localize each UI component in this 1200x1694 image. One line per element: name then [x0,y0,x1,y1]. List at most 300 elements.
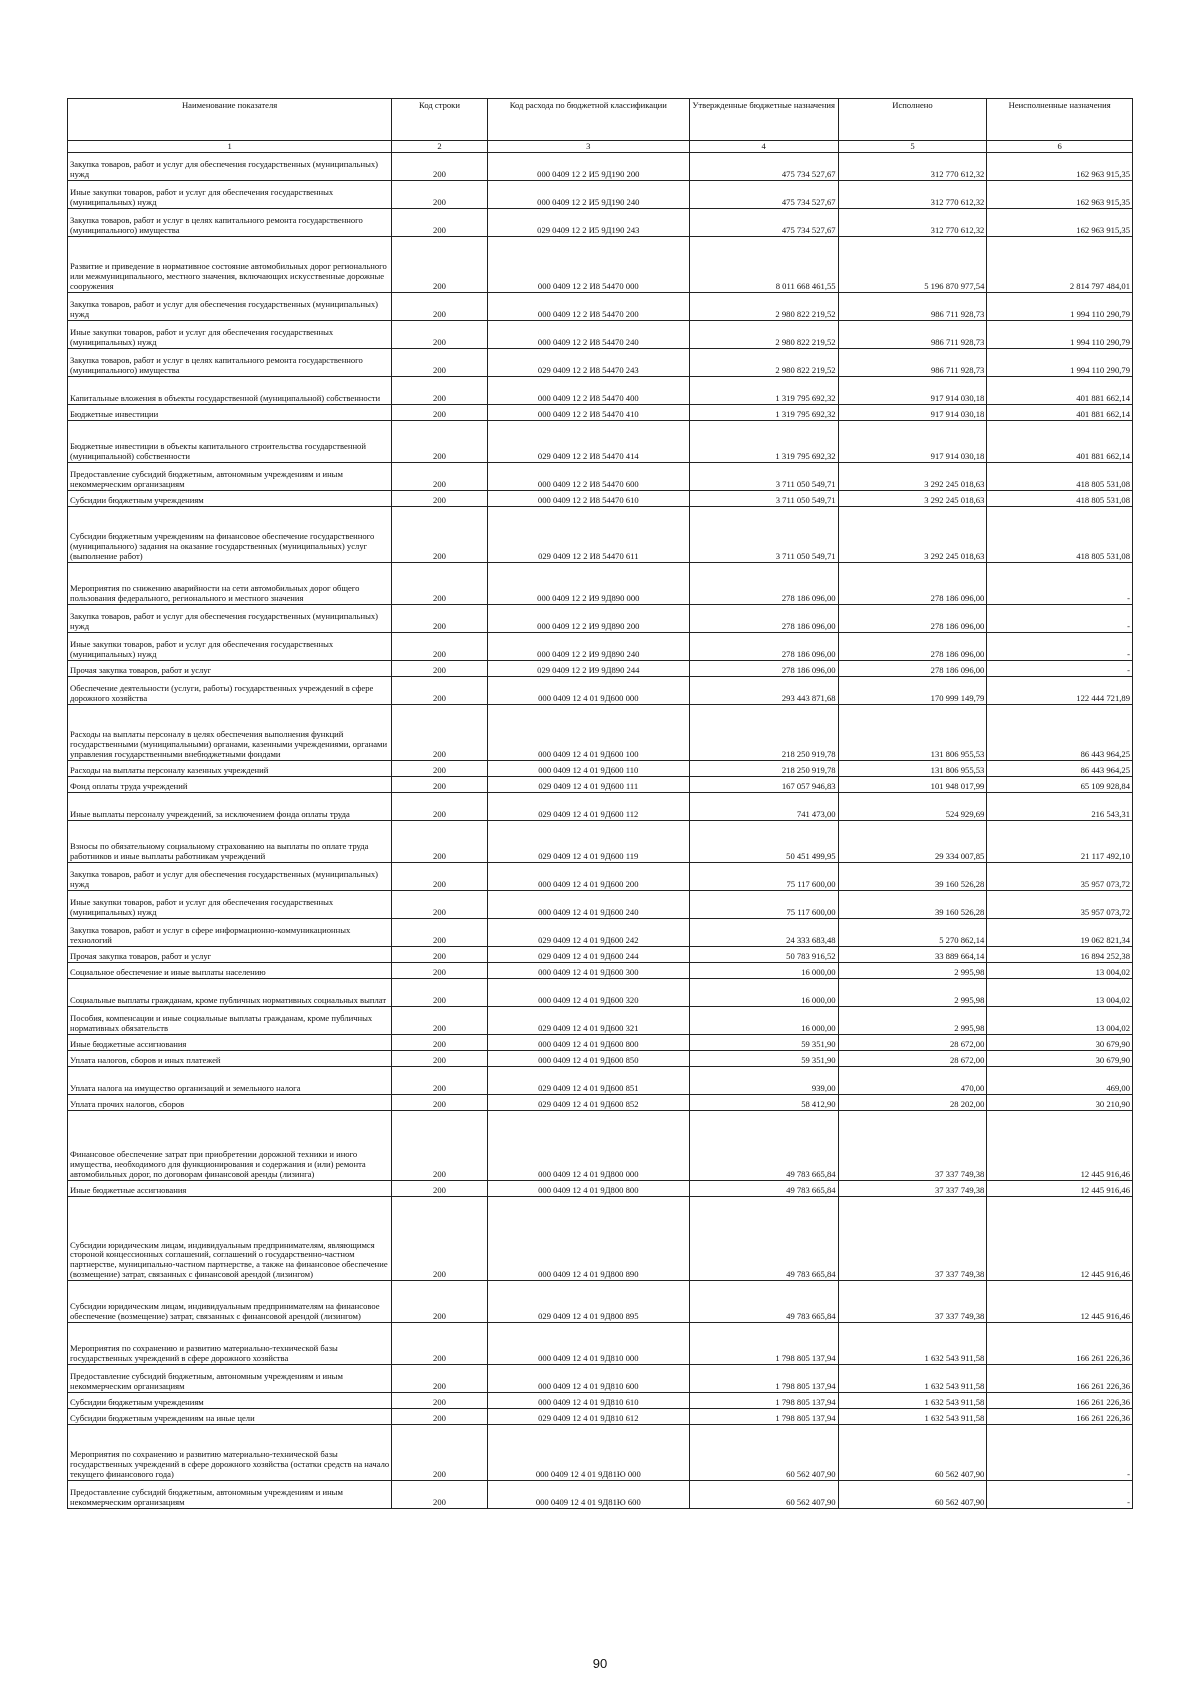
approved-amount-cell: 218 250 919,78 [689,705,838,761]
header-budget-classification-code: Код расхода по бюджетной классификации [487,99,689,141]
approved-amount-cell: 293 443 871,68 [689,677,838,705]
table-row [68,1365,1133,1393]
table-row [68,209,1133,237]
unexecuted-amount-cell: 1 994 110 290,79 [987,349,1133,377]
table-row [68,1007,1133,1035]
indicator-name-cell: Иные закупки товаров, работ и услуг для обеспечения государственных (муниципальных) нужд [68,633,392,661]
column-number: 3 [487,141,689,153]
unexecuted-amount-cell: 30 210,90 [987,1095,1133,1111]
approved-amount-cell: 741 473,00 [689,793,838,821]
approved-amount-cell: 59 351,90 [689,1035,838,1051]
approved-amount-cell: 24 333 683,48 [689,919,838,947]
indicator-name-cell: Иные бюджетные ассигнования [68,1181,392,1197]
line-code-cell: 200 [392,1007,488,1035]
unexecuted-amount-cell: 35 957 073,72 [987,863,1133,891]
table-row [68,605,1133,633]
executed-amount-cell: 5 270 862,14 [838,919,987,947]
classification-code-cell: 000 0409 12 2 И8 54470 000 [487,237,689,293]
approved-amount-cell: 2 980 822 219,52 [689,321,838,349]
line-code-cell: 200 [392,507,488,563]
line-code-cell: 200 [392,491,488,507]
indicator-name-cell: Закупка товаров, работ и услуг в целях капитального ремонта государственного (муниципального) имущества [68,349,392,377]
table-row [68,705,1133,761]
executed-amount-cell: 37 337 749,38 [838,1111,987,1181]
classification-code-cell: 029 0409 12 2 И5 9Д190 243 [487,209,689,237]
unexecuted-amount-cell: 162 963 915,35 [987,153,1133,181]
table-row [68,863,1133,891]
executed-amount-cell: 278 186 096,00 [838,605,987,633]
executed-amount-cell: 1 632 543 911,58 [838,1365,987,1393]
line-code-cell: 200 [392,705,488,761]
executed-amount-cell: 131 806 955,53 [838,705,987,761]
unexecuted-amount-cell: 35 957 073,72 [987,891,1133,919]
approved-amount-cell: 16 000,00 [689,979,838,1007]
unexecuted-amount-cell: - [987,633,1133,661]
executed-amount-cell: 470,00 [838,1067,987,1095]
approved-amount-cell: 60 562 407,90 [689,1481,838,1509]
unexecuted-amount-cell: 418 805 531,08 [987,507,1133,563]
table-row [68,1051,1133,1067]
indicator-name-cell: Предоставление субсидий бюджетным, автономным учреждениям и иным некоммерческим организациям [68,1365,392,1393]
unexecuted-amount-cell: - [987,661,1133,677]
indicator-name-cell: Взносы по обязательному социальному страхованию на выплаты по оплате труда работников и иные выплаты работникам учреждений [68,821,392,863]
indicator-name-cell: Мероприятия по снижению аварийности на сети автомобильных дорог общего пользования федерального, регионального и местного значения [68,563,392,605]
approved-amount-cell: 939,00 [689,1067,838,1095]
line-code-cell: 200 [392,1393,488,1409]
indicator-name-cell: Иные закупки товаров, работ и услуг для обеспечения государственных (муниципальных) нужд [68,321,392,349]
executed-amount-cell: 3 292 245 018,63 [838,491,987,507]
indicator-name-cell: Финансовое обеспечение затрат при приобретении дорожной техники и иного имущества, необходимого для функционирования и содержания и (или) ремонта автомобильных дорог, по договорам финансовой аренды (лизинга) [68,1111,392,1181]
classification-code-cell: 000 0409 12 2 И5 9Д190 240 [487,181,689,209]
unexecuted-amount-cell: 13 004,02 [987,963,1133,979]
executed-amount-cell: 60 562 407,90 [838,1481,987,1509]
indicator-name-cell: Фонд оплаты труда учреждений [68,777,392,793]
line-code-cell: 200 [392,293,488,321]
line-code-cell: 200 [392,891,488,919]
classification-code-cell: 029 0409 12 4 01 9Д810 612 [487,1409,689,1425]
executed-amount-cell: 524 929,69 [838,793,987,821]
indicator-name-cell: Развитие и приведение в нормативное состояние автомобильных дорог регионального или межмуниципального, местного значения, включающих искусственные дорожные сооружения [68,237,392,293]
classification-code-cell: 000 0409 12 2 И9 9Д890 000 [487,563,689,605]
line-code-cell: 200 [392,661,488,677]
line-code-cell: 200 [392,1409,488,1425]
table-row [68,947,1133,963]
table-row [68,1425,1133,1481]
line-code-cell: 200 [392,321,488,349]
line-code-cell: 200 [392,963,488,979]
table-row [68,1197,1133,1281]
line-code-cell: 200 [392,1425,488,1481]
approved-amount-cell: 59 351,90 [689,1051,838,1067]
line-code-cell: 200 [392,463,488,491]
unexecuted-amount-cell: 122 444 721,89 [987,677,1133,705]
column-number-row [68,141,1133,153]
classification-code-cell: 000 0409 12 4 01 9Д81Ю 000 [487,1425,689,1481]
classification-code-cell: 000 0409 12 4 01 9Д600 110 [487,761,689,777]
indicator-name-cell: Прочая закупка товаров, работ и услуг [68,661,392,677]
table-row [68,1067,1133,1095]
unexecuted-amount-cell: 21 117 492,10 [987,821,1133,863]
line-code-cell: 200 [392,919,488,947]
unexecuted-amount-cell: 166 261 226,36 [987,1323,1133,1365]
indicator-name-cell: Иные бюджетные ассигнования [68,1035,392,1051]
page-number: 90 [592,1656,608,1671]
table-row [68,1111,1133,1181]
line-code-cell: 200 [392,153,488,181]
unexecuted-amount-cell: 65 109 928,84 [987,777,1133,793]
unexecuted-amount-cell: 30 679,90 [987,1051,1133,1067]
approved-amount-cell: 1 319 795 692,32 [689,377,838,405]
table-row [68,793,1133,821]
table-row [68,891,1133,919]
approved-amount-cell: 1 798 805 137,94 [689,1365,838,1393]
classification-code-cell: 000 0409 12 4 01 9Д810 610 [487,1393,689,1409]
classification-code-cell: 000 0409 12 4 01 9Д81Ю 600 [487,1481,689,1509]
approved-amount-cell: 167 057 946,83 [689,777,838,793]
unexecuted-amount-cell: 166 261 226,36 [987,1393,1133,1409]
approved-amount-cell: 2 980 822 219,52 [689,293,838,321]
approved-amount-cell: 475 734 527,67 [689,153,838,181]
unexecuted-amount-cell: 13 004,02 [987,979,1133,1007]
unexecuted-amount-cell: 12 445 916,46 [987,1181,1133,1197]
executed-amount-cell: 917 914 030,18 [838,377,987,405]
classification-code-cell: 000 0409 12 4 01 9Д810 000 [487,1323,689,1365]
table-row [68,349,1133,377]
executed-amount-cell: 37 337 749,38 [838,1197,987,1281]
unexecuted-amount-cell: 86 443 964,25 [987,761,1133,777]
line-code-cell: 200 [392,1323,488,1365]
executed-amount-cell: 37 337 749,38 [838,1181,987,1197]
approved-amount-cell: 8 011 668 461,55 [689,237,838,293]
indicator-name-cell: Иные закупки товаров, работ и услуг для обеспечения государственных (муниципальных) нужд [68,181,392,209]
unexecuted-amount-cell: 162 963 915,35 [987,209,1133,237]
classification-code-cell: 000 0409 12 4 01 9Д600 200 [487,863,689,891]
table-body [68,153,1133,1509]
table-row [68,1409,1133,1425]
classification-code-cell: 000 0409 12 2 И8 54470 600 [487,463,689,491]
classification-code-cell: 029 0409 12 2 И8 54470 243 [487,349,689,377]
table-row [68,463,1133,491]
table-row [68,1281,1133,1323]
classification-code-cell: 000 0409 12 4 01 9Д600 300 [487,963,689,979]
classification-code-cell: 029 0409 12 4 01 9Д600 111 [487,777,689,793]
approved-amount-cell: 475 734 527,67 [689,181,838,209]
unexecuted-amount-cell: 401 881 662,14 [987,405,1133,421]
executed-amount-cell: 312 770 612,32 [838,209,987,237]
header-executed: Исполнено [838,99,987,141]
classification-code-cell: 029 0409 12 4 01 9Д600 244 [487,947,689,963]
line-code-cell: 200 [392,405,488,421]
table-row [68,1393,1133,1409]
executed-amount-cell: 2 995,98 [838,963,987,979]
header-unexecuted-appropriations: Неисполненные назначения [987,99,1133,141]
line-code-cell: 200 [392,947,488,963]
executed-amount-cell: 917 914 030,18 [838,405,987,421]
unexecuted-amount-cell: 418 805 531,08 [987,463,1133,491]
indicator-name-cell: Субсидии бюджетным учреждениям на финансовое обеспечение государственного (муниципального) задания на оказание государственных (муниципальных) услуг (выполнение работ) [68,507,392,563]
indicator-name-cell: Иные закупки товаров, работ и услуг для обеспечения государственных (муниципальных) нужд [68,891,392,919]
classification-code-cell: 000 0409 12 4 01 9Д600 000 [487,677,689,705]
table-row [68,677,1133,705]
line-code-cell: 200 [392,563,488,605]
table-row [68,377,1133,405]
column-number: 2 [392,141,488,153]
executed-amount-cell: 131 806 955,53 [838,761,987,777]
indicator-name-cell: Пособия, компенсации и иные социальные выплаты гражданам, кроме публичных нормативных обязательств [68,1007,392,1035]
indicator-name-cell: Закупка товаров, работ и услуг в сфере информационно-коммуникационных технологий [68,919,392,947]
executed-amount-cell: 986 711 928,73 [838,321,987,349]
classification-code-cell: 000 0409 12 4 01 9Д600 100 [487,705,689,761]
indicator-name-cell: Обеспечение деятельности (услуги, работы) государственных учреждений в сфере дорожного хозяйства [68,677,392,705]
line-code-cell: 200 [392,1281,488,1323]
unexecuted-amount-cell: 30 679,90 [987,1035,1133,1051]
classification-code-cell: 000 0409 12 4 01 9Д800 000 [487,1111,689,1181]
unexecuted-amount-cell: 162 963 915,35 [987,181,1133,209]
unexecuted-amount-cell: 418 805 531,08 [987,491,1133,507]
classification-code-cell: 029 0409 12 4 01 9Д600 242 [487,919,689,947]
classification-code-cell: 000 0409 12 4 01 9Д600 320 [487,979,689,1007]
indicator-name-cell: Иные выплаты персоналу учреждений, за исключением фонда оплаты труда [68,793,392,821]
indicator-name-cell: Субсидии бюджетным учреждениям [68,491,392,507]
executed-amount-cell: 986 711 928,73 [838,293,987,321]
indicator-name-cell: Закупка товаров, работ и услуг для обеспечения государственных (муниципальных) нужд [68,153,392,181]
line-code-cell: 200 [392,761,488,777]
line-code-cell: 200 [392,1035,488,1051]
indicator-name-cell: Прочая закупка товаров, работ и услуг [68,947,392,963]
executed-amount-cell: 3 292 245 018,63 [838,507,987,563]
approved-amount-cell: 1 319 795 692,32 [689,421,838,463]
unexecuted-amount-cell: 1 994 110 290,79 [987,293,1133,321]
executed-amount-cell: 60 562 407,90 [838,1425,987,1481]
approved-amount-cell: 3 711 050 549,71 [689,463,838,491]
indicator-name-cell: Уплата прочих налогов, сборов [68,1095,392,1111]
indicator-name-cell: Закупка товаров, работ и услуг для обеспечения государственных (муниципальных) нужд [68,863,392,891]
header-line-code: Код строки [392,99,488,141]
indicator-name-cell: Расходы на выплаты персоналу казенных учреждений [68,761,392,777]
indicator-name-cell: Уплата налогов, сборов и иных платежей [68,1051,392,1067]
executed-amount-cell: 2 995,98 [838,979,987,1007]
line-code-cell: 200 [392,181,488,209]
table-row [68,821,1133,863]
line-code-cell: 200 [392,377,488,405]
executed-amount-cell: 39 160 526,28 [838,891,987,919]
line-code-cell: 200 [392,421,488,463]
indicator-name-cell: Субсидии юридическим лицам, индивидуальным предпринимателям на финансовое обеспечение (возмещение) затрат, связанных с финансовой арендой (лизингом) [68,1281,392,1323]
classification-code-cell: 000 0409 12 2 И5 9Д190 200 [487,153,689,181]
classification-code-cell: 029 0409 12 4 01 9Д600 321 [487,1007,689,1035]
approved-amount-cell: 475 734 527,67 [689,209,838,237]
executed-amount-cell: 278 186 096,00 [838,661,987,677]
table-row [68,1481,1133,1509]
table-row [68,761,1133,777]
executed-amount-cell: 37 337 749,38 [838,1281,987,1323]
classification-code-cell: 000 0409 12 2 И9 9Д890 240 [487,633,689,661]
approved-amount-cell: 2 980 822 219,52 [689,349,838,377]
unexecuted-amount-cell: - [987,1481,1133,1509]
line-code-cell: 200 [392,237,488,293]
executed-amount-cell: 170 999 149,79 [838,677,987,705]
classification-code-cell: 000 0409 12 2 И9 9Д890 200 [487,605,689,633]
executed-amount-cell: 5 196 870 977,54 [838,237,987,293]
classification-code-cell: 000 0409 12 4 01 9Д600 240 [487,891,689,919]
indicator-name-cell: Бюджетные инвестиции [68,405,392,421]
unexecuted-amount-cell: 469,00 [987,1067,1133,1095]
approved-amount-cell: 278 186 096,00 [689,563,838,605]
unexecuted-amount-cell: - [987,1425,1133,1481]
header-approved-appropriations: Утвержденные бюджетные назначения [689,99,838,141]
classification-code-cell: 000 0409 12 2 И8 54470 410 [487,405,689,421]
indicator-name-cell: Закупка товаров, работ и услуг для обеспечения государственных (муниципальных) нужд [68,605,392,633]
executed-amount-cell: 2 995,98 [838,1007,987,1035]
classification-code-cell: 000 0409 12 4 01 9Д600 850 [487,1051,689,1067]
approved-amount-cell: 49 783 665,84 [689,1181,838,1197]
executed-amount-cell: 33 889 664,14 [838,947,987,963]
approved-amount-cell: 75 117 600,00 [689,891,838,919]
indicator-name-cell: Предоставление субсидий бюджетным, автономным учреждениям и иным некоммерческим организациям [68,1481,392,1509]
approved-amount-cell: 75 117 600,00 [689,863,838,891]
classification-code-cell: 029 0409 12 4 01 9Д600 112 [487,793,689,821]
indicator-name-cell: Субсидии бюджетным учреждениям на иные цели [68,1409,392,1425]
column-number: 5 [838,141,987,153]
unexecuted-amount-cell: 216 543,31 [987,793,1133,821]
column-number: 1 [68,141,392,153]
executed-amount-cell: 101 948 017,99 [838,777,987,793]
classification-code-cell: 029 0409 12 4 01 9Д600 119 [487,821,689,863]
executed-amount-cell: 312 770 612,32 [838,153,987,181]
table-row [68,181,1133,209]
line-code-cell: 200 [392,1111,488,1181]
executed-amount-cell: 39 160 526,28 [838,863,987,891]
executed-amount-cell: 29 334 007,85 [838,821,987,863]
unexecuted-amount-cell: 401 881 662,14 [987,421,1133,463]
executed-amount-cell: 1 632 543 911,58 [838,1409,987,1425]
approved-amount-cell: 1 319 795 692,32 [689,405,838,421]
unexecuted-amount-cell: 12 445 916,46 [987,1197,1133,1281]
unexecuted-amount-cell: 86 443 964,25 [987,705,1133,761]
classification-code-cell: 029 0409 12 4 01 9Д600 852 [487,1095,689,1111]
table-row [68,563,1133,605]
line-code-cell: 200 [392,349,488,377]
indicator-name-cell: Мероприятия по сохранению и развитию материально-технической базы государственных учреждений в сфере дорожного хозяйства (остатки средств на начало текущего финансового года) [68,1425,392,1481]
line-code-cell: 200 [392,605,488,633]
unexecuted-amount-cell: 12 445 916,46 [987,1281,1133,1323]
indicator-name-cell: Закупка товаров, работ и услуг для обеспечения государственных (муниципальных) нужд [68,293,392,321]
unexecuted-amount-cell: 12 445 916,46 [987,1111,1133,1181]
table-row [68,293,1133,321]
executed-amount-cell: 1 632 543 911,58 [838,1323,987,1365]
table-row [68,1095,1133,1111]
unexecuted-amount-cell: 401 881 662,14 [987,377,1133,405]
classification-code-cell: 029 0409 12 4 01 9Д800 895 [487,1281,689,1323]
executed-amount-cell: 312 770 612,32 [838,181,987,209]
indicator-name-cell: Бюджетные инвестиции в объекты капитального строительства государственной (муниципальной) собственности [68,421,392,463]
classification-code-cell: 000 0409 12 2 И8 54470 200 [487,293,689,321]
classification-code-cell: 029 0409 12 2 И8 54470 611 [487,507,689,563]
unexecuted-amount-cell: 166 261 226,36 [987,1365,1133,1393]
table-row [68,237,1133,293]
classification-code-cell: 000 0409 12 4 01 9Д600 800 [487,1035,689,1051]
line-code-cell: 200 [392,821,488,863]
header-indicator-name: Наименование показателя [68,99,392,141]
indicator-name-cell: Субсидии юридическим лицам, индивидуальным предпринимателям, являющимся стороной концессионных соглашений, соглашений о государственно-частном партнерстве, муниципально-частном партнерстве, а также на финансовое обеспечение (возмещение) затрат, связанных с финансовой арендой (лизингом) [68,1197,392,1281]
classification-code-cell: 029 0409 12 2 И8 54470 414 [487,421,689,463]
table-row [68,1181,1133,1197]
approved-amount-cell: 16 000,00 [689,963,838,979]
indicator-name-cell: Мероприятия по сохранению и развитию материально-технической базы государственных учреждений в сфере дорожного хозяйства [68,1323,392,1365]
indicator-name-cell: Закупка товаров, работ и услуг в целях капитального ремонта государственного (муниципального) имущества [68,209,392,237]
approved-amount-cell: 218 250 919,78 [689,761,838,777]
line-code-cell: 200 [392,1365,488,1393]
classification-code-cell: 000 0409 12 4 01 9Д800 800 [487,1181,689,1197]
line-code-cell: 200 [392,1095,488,1111]
executed-amount-cell: 986 711 928,73 [838,349,987,377]
header-row [68,99,1133,141]
unexecuted-amount-cell: 16 894 252,38 [987,947,1133,963]
indicator-name-cell: Уплата налога на имущество организаций и земельного налога [68,1067,392,1095]
executed-amount-cell: 278 186 096,00 [838,633,987,661]
approved-amount-cell: 49 783 665,84 [689,1281,838,1323]
approved-amount-cell: 3 711 050 549,71 [689,507,838,563]
unexecuted-amount-cell: 1 994 110 290,79 [987,321,1133,349]
classification-code-cell: 000 0409 12 4 01 9Д800 890 [487,1197,689,1281]
table-row [68,777,1133,793]
table-row [68,321,1133,349]
unexecuted-amount-cell: 2 814 797 484,01 [987,237,1133,293]
indicator-name-cell: Субсидии бюджетным учреждениям [68,1393,392,1409]
indicator-name-cell: Расходы на выплаты персоналу в целях обеспечения выполнения функций государственными (муниципальными) органами, казенными учреждениями, органами управления государственными внебюджетными фондами [68,705,392,761]
indicator-name-cell: Социальные выплаты гражданам, кроме публичных нормативных социальных выплат [68,979,392,1007]
classification-code-cell: 000 0409 12 2 И8 54470 240 [487,321,689,349]
unexecuted-amount-cell: 166 261 226,36 [987,1409,1133,1425]
table-row [68,491,1133,507]
approved-amount-cell: 1 798 805 137,94 [689,1393,838,1409]
line-code-cell: 200 [392,1051,488,1067]
table-row [68,979,1133,1007]
approved-amount-cell: 16 000,00 [689,1007,838,1035]
column-number: 6 [987,141,1133,153]
indicator-name-cell: Предоставление субсидий бюджетным, автономным учреждениям и иным некоммерческим организациям [68,463,392,491]
table-row [68,963,1133,979]
executed-amount-cell: 28 672,00 [838,1051,987,1067]
indicator-name-cell: Капитальные вложения в объекты государственной (муниципальной) собственности [68,377,392,405]
executed-amount-cell: 917 914 030,18 [838,421,987,463]
classification-code-cell: 000 0409 12 2 И8 54470 610 [487,491,689,507]
approved-amount-cell: 1 798 805 137,94 [689,1409,838,1425]
approved-amount-cell: 1 798 805 137,94 [689,1323,838,1365]
table-row [68,507,1133,563]
indicator-name-cell: Социальное обеспечение и иные выплаты населению [68,963,392,979]
approved-amount-cell: 60 562 407,90 [689,1425,838,1481]
approved-amount-cell: 50 451 499,95 [689,821,838,863]
unexecuted-amount-cell: - [987,563,1133,605]
table-row [68,633,1133,661]
approved-amount-cell: 49 783 665,84 [689,1111,838,1181]
approved-amount-cell: 278 186 096,00 [689,661,838,677]
approved-amount-cell: 58 412,90 [689,1095,838,1111]
table-row [68,153,1133,181]
line-code-cell: 200 [392,677,488,705]
line-code-cell: 200 [392,209,488,237]
unexecuted-amount-cell: 19 062 821,34 [987,919,1133,947]
line-code-cell: 200 [392,979,488,1007]
approved-amount-cell: 278 186 096,00 [689,633,838,661]
line-code-cell: 200 [392,1197,488,1281]
approved-amount-cell: 278 186 096,00 [689,605,838,633]
executed-amount-cell: 278 186 096,00 [838,563,987,605]
column-number: 4 [689,141,838,153]
line-code-cell: 200 [392,793,488,821]
line-code-cell: 200 [392,1067,488,1095]
